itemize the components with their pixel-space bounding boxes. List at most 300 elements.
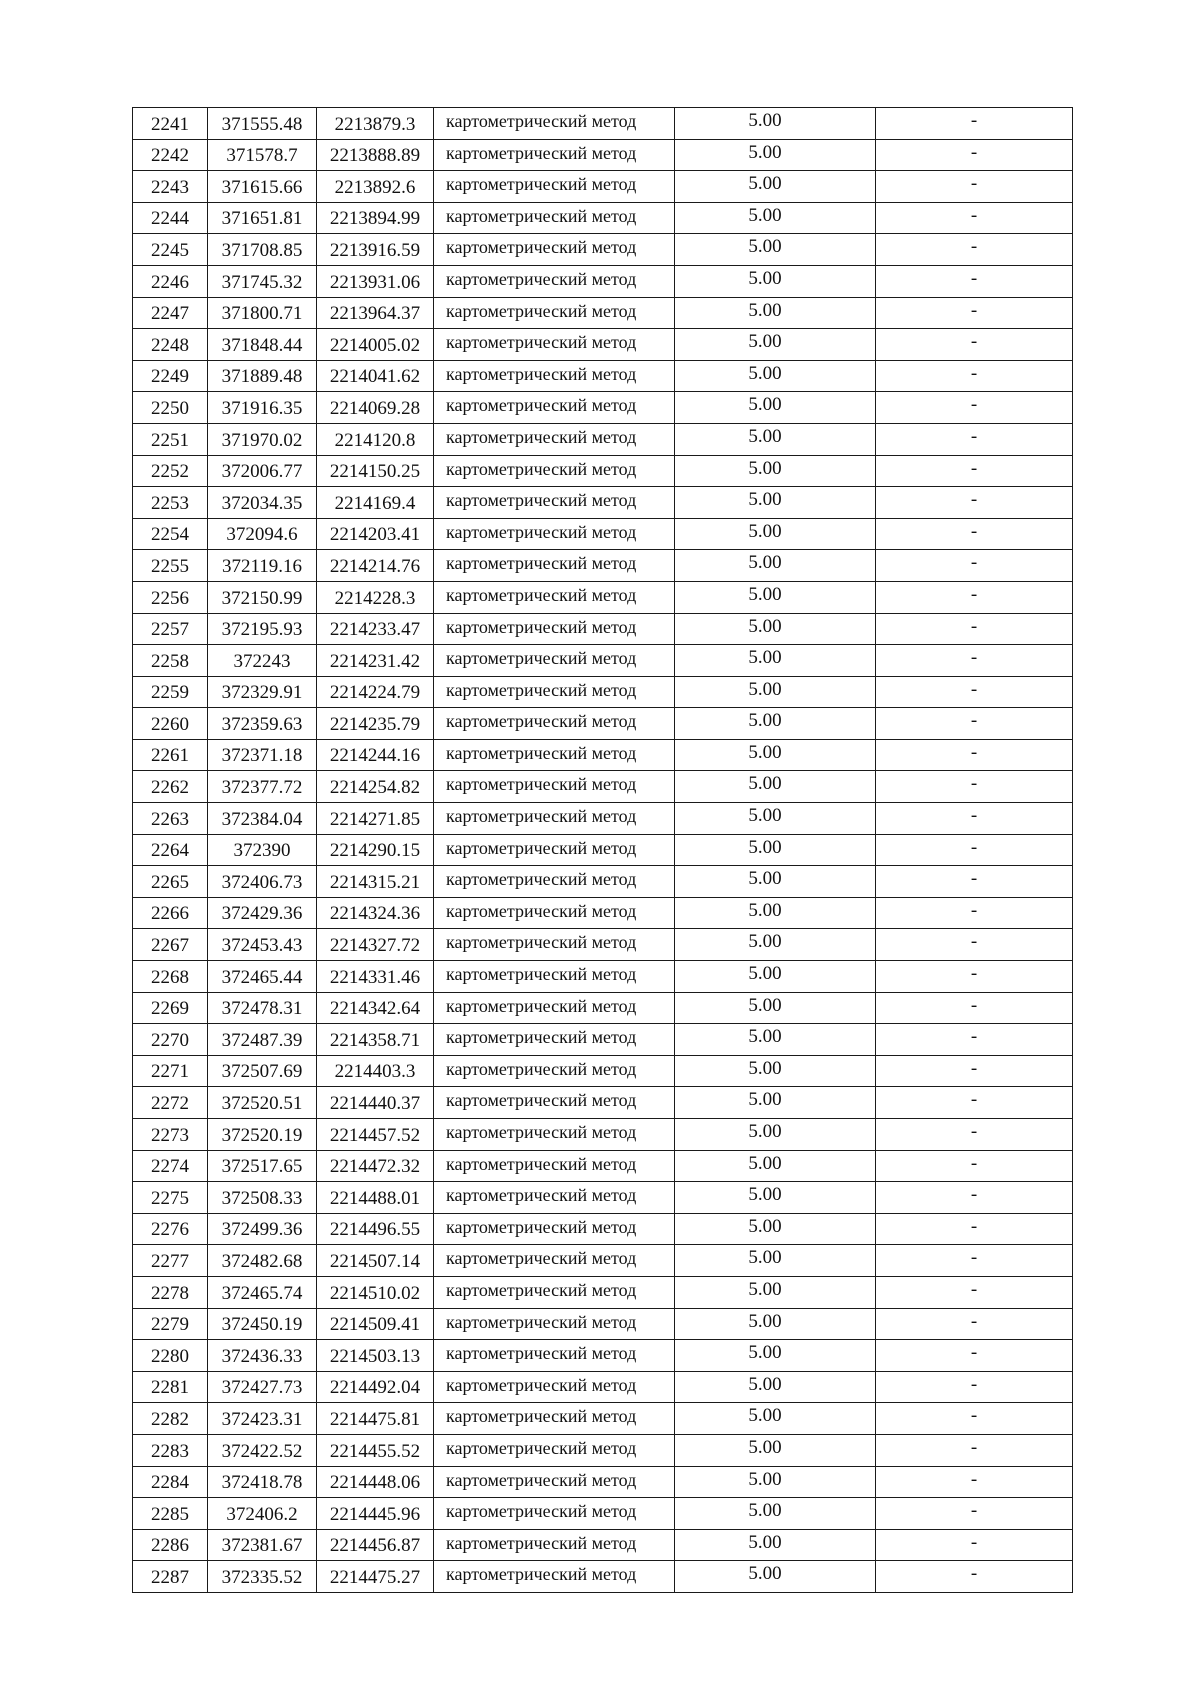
method-cell: картометрический метод	[434, 1276, 675, 1308]
x-coordinate-cell: 372429.36	[208, 897, 317, 929]
point-number-cell: 2244	[133, 202, 208, 234]
x-coordinate-cell: 371848.44	[208, 329, 317, 361]
method-cell: картометрический метод	[434, 1498, 675, 1530]
point-number-cell: 2278	[133, 1276, 208, 1308]
y-coordinate-cell: 2214496.55	[317, 1213, 434, 1245]
y-coordinate-cell: 2214169.4	[317, 487, 434, 519]
y-coordinate-cell: 2214456.87	[317, 1529, 434, 1561]
point-number-cell: 2259	[133, 676, 208, 708]
note-cell: -	[876, 234, 1073, 266]
table-row	[133, 202, 1073, 234]
y-coordinate-cell: 2213916.59	[317, 234, 434, 266]
x-coordinate-cell: 372465.74	[208, 1276, 317, 1308]
table-row	[133, 139, 1073, 171]
y-coordinate-cell: 2214507.14	[317, 1245, 434, 1277]
note-cell: -	[876, 1466, 1073, 1498]
point-number-cell: 2266	[133, 897, 208, 929]
table-row	[133, 961, 1073, 993]
table-row	[133, 1150, 1073, 1182]
accuracy-cell: 5.00	[675, 1276, 876, 1308]
y-coordinate-cell: 2214342.64	[317, 992, 434, 1024]
y-coordinate-cell: 2214475.27	[317, 1561, 434, 1593]
accuracy-cell: 5.00	[675, 897, 876, 929]
point-number-cell: 2271	[133, 1055, 208, 1087]
accuracy-cell: 5.00	[675, 1245, 876, 1277]
y-coordinate-cell: 2214327.72	[317, 929, 434, 961]
x-coordinate-cell: 372195.93	[208, 613, 317, 645]
table-row	[133, 1498, 1073, 1530]
accuracy-cell: 5.00	[675, 202, 876, 234]
method-cell: картометрический метод	[434, 992, 675, 1024]
method-cell: картометрический метод	[434, 1245, 675, 1277]
y-coordinate-cell: 2213964.37	[317, 297, 434, 329]
x-coordinate-cell: 372381.67	[208, 1529, 317, 1561]
note-cell: -	[876, 265, 1073, 297]
point-number-cell: 2283	[133, 1434, 208, 1466]
table-row	[133, 1119, 1073, 1151]
method-cell: картометрический метод	[434, 518, 675, 550]
accuracy-cell: 5.00	[675, 234, 876, 266]
accuracy-cell: 5.00	[675, 866, 876, 898]
accuracy-cell: 5.00	[675, 708, 876, 740]
point-number-cell: 2280	[133, 1340, 208, 1372]
method-cell: картометрический метод	[434, 1150, 675, 1182]
method-cell: картометрический метод	[434, 360, 675, 392]
table-row	[133, 297, 1073, 329]
point-number-cell: 2250	[133, 392, 208, 424]
y-coordinate-cell: 2214233.47	[317, 613, 434, 645]
note-cell: -	[876, 897, 1073, 929]
accuracy-cell: 5.00	[675, 487, 876, 519]
note-cell: -	[876, 866, 1073, 898]
accuracy-cell: 5.00	[675, 1182, 876, 1214]
table-row	[133, 739, 1073, 771]
y-coordinate-cell: 2214457.52	[317, 1119, 434, 1151]
accuracy-cell: 5.00	[675, 423, 876, 455]
x-coordinate-cell: 372359.63	[208, 708, 317, 740]
y-coordinate-cell: 2214203.41	[317, 518, 434, 550]
note-cell: -	[876, 803, 1073, 835]
accuracy-cell: 5.00	[675, 803, 876, 835]
note-cell: -	[876, 1276, 1073, 1308]
y-coordinate-cell: 2213892.6	[317, 171, 434, 203]
note-cell: -	[876, 739, 1073, 771]
point-number-cell: 2263	[133, 803, 208, 835]
table-row	[133, 803, 1073, 835]
method-cell: картометрический метод	[434, 1561, 675, 1593]
point-number-cell: 2265	[133, 866, 208, 898]
note-cell: -	[876, 1308, 1073, 1340]
table-row	[133, 1182, 1073, 1214]
note-cell: -	[876, 487, 1073, 519]
x-coordinate-cell: 372465.44	[208, 961, 317, 993]
x-coordinate-cell: 372436.33	[208, 1340, 317, 1372]
x-coordinate-cell: 371970.02	[208, 423, 317, 455]
x-coordinate-cell: 372482.68	[208, 1245, 317, 1277]
y-coordinate-cell: 2214472.32	[317, 1150, 434, 1182]
table-row	[133, 1213, 1073, 1245]
accuracy-cell: 5.00	[675, 676, 876, 708]
point-number-cell: 2261	[133, 739, 208, 771]
method-cell: картометрический метод	[434, 771, 675, 803]
method-cell: картометрический метод	[434, 1087, 675, 1119]
method-cell: картометрический метод	[434, 929, 675, 961]
table-row	[133, 265, 1073, 297]
method-cell: картометрический метод	[434, 708, 675, 740]
x-coordinate-cell: 371708.85	[208, 234, 317, 266]
x-coordinate-cell: 371651.81	[208, 202, 317, 234]
point-number-cell: 2268	[133, 961, 208, 993]
x-coordinate-cell: 372243	[208, 645, 317, 677]
method-cell: картометрический метод	[434, 613, 675, 645]
y-coordinate-cell: 2214503.13	[317, 1340, 434, 1372]
accuracy-cell: 5.00	[675, 297, 876, 329]
point-number-cell: 2252	[133, 455, 208, 487]
x-coordinate-cell: 372450.19	[208, 1308, 317, 1340]
table-row	[133, 1466, 1073, 1498]
table-row	[133, 1340, 1073, 1372]
x-coordinate-cell: 372006.77	[208, 455, 317, 487]
table-row	[133, 550, 1073, 582]
x-coordinate-cell: 372371.18	[208, 739, 317, 771]
y-coordinate-cell: 2214041.62	[317, 360, 434, 392]
point-number-cell: 2253	[133, 487, 208, 519]
method-cell: картометрический метод	[434, 265, 675, 297]
point-number-cell: 2284	[133, 1466, 208, 1498]
table-row	[133, 1371, 1073, 1403]
note-cell: -	[876, 1340, 1073, 1372]
note-cell: -	[876, 297, 1073, 329]
note-cell: -	[876, 202, 1073, 234]
accuracy-cell: 5.00	[675, 1308, 876, 1340]
accuracy-cell: 5.00	[675, 1403, 876, 1435]
method-cell: картометрический метод	[434, 487, 675, 519]
method-cell: картометрический метод	[434, 423, 675, 455]
method-cell: картометрический метод	[434, 1434, 675, 1466]
note-cell: -	[876, 992, 1073, 1024]
accuracy-cell: 5.00	[675, 581, 876, 613]
table-row	[133, 329, 1073, 361]
table-row	[133, 1308, 1073, 1340]
point-number-cell: 2272	[133, 1087, 208, 1119]
note-cell: -	[876, 1403, 1073, 1435]
accuracy-cell: 5.00	[675, 1024, 876, 1056]
y-coordinate-cell: 2214254.82	[317, 771, 434, 803]
note-cell: -	[876, 708, 1073, 740]
x-coordinate-cell: 372422.52	[208, 1434, 317, 1466]
point-number-cell: 2258	[133, 645, 208, 677]
x-coordinate-cell: 372520.19	[208, 1119, 317, 1151]
point-number-cell: 2262	[133, 771, 208, 803]
accuracy-cell: 5.00	[675, 1150, 876, 1182]
y-coordinate-cell: 2214488.01	[317, 1182, 434, 1214]
y-coordinate-cell: 2214440.37	[317, 1087, 434, 1119]
point-number-cell: 2257	[133, 613, 208, 645]
accuracy-cell: 5.00	[675, 645, 876, 677]
point-number-cell: 2279	[133, 1308, 208, 1340]
point-number-cell: 2277	[133, 1245, 208, 1277]
x-coordinate-cell: 372517.65	[208, 1150, 317, 1182]
table-row	[133, 1276, 1073, 1308]
accuracy-cell: 5.00	[675, 265, 876, 297]
x-coordinate-cell: 372478.31	[208, 992, 317, 1024]
y-coordinate-cell: 2213894.99	[317, 202, 434, 234]
table-row	[133, 1087, 1073, 1119]
point-number-cell: 2281	[133, 1371, 208, 1403]
method-cell: картометрический метод	[434, 202, 675, 234]
accuracy-cell: 5.00	[675, 550, 876, 582]
y-coordinate-cell: 2214228.3	[317, 581, 434, 613]
y-coordinate-cell: 2214445.96	[317, 1498, 434, 1530]
x-coordinate-cell: 372034.35	[208, 487, 317, 519]
note-cell: -	[876, 550, 1073, 582]
accuracy-cell: 5.00	[675, 1119, 876, 1151]
note-cell: -	[876, 1055, 1073, 1087]
x-coordinate-cell: 371800.71	[208, 297, 317, 329]
table-row	[133, 676, 1073, 708]
y-coordinate-cell: 2214214.76	[317, 550, 434, 582]
method-cell: картометрический метод	[434, 961, 675, 993]
table-row	[133, 360, 1073, 392]
x-coordinate-cell: 372453.43	[208, 929, 317, 961]
method-cell: картометрический метод	[434, 550, 675, 582]
y-coordinate-cell: 2214315.21	[317, 866, 434, 898]
point-number-cell: 2242	[133, 139, 208, 171]
table-row	[133, 1403, 1073, 1435]
table-row	[133, 929, 1073, 961]
method-cell: картометрический метод	[434, 676, 675, 708]
point-number-cell: 2254	[133, 518, 208, 550]
table-row	[133, 423, 1073, 455]
method-cell: картометрический метод	[434, 897, 675, 929]
table-row	[133, 613, 1073, 645]
note-cell: -	[876, 1119, 1073, 1151]
point-number-cell: 2251	[133, 423, 208, 455]
method-cell: картометрический метод	[434, 392, 675, 424]
x-coordinate-cell: 371916.35	[208, 392, 317, 424]
accuracy-cell: 5.00	[675, 1529, 876, 1561]
note-cell: -	[876, 392, 1073, 424]
coordinates-table	[132, 107, 1073, 1593]
accuracy-cell: 5.00	[675, 392, 876, 424]
y-coordinate-cell: 2213879.3	[317, 108, 434, 140]
accuracy-cell: 5.00	[675, 992, 876, 1024]
point-number-cell: 2260	[133, 708, 208, 740]
method-cell: картометрический метод	[434, 1529, 675, 1561]
note-cell: -	[876, 360, 1073, 392]
method-cell: картометрический метод	[434, 329, 675, 361]
note-cell: -	[876, 834, 1073, 866]
note-cell: -	[876, 1024, 1073, 1056]
x-coordinate-cell: 371745.32	[208, 265, 317, 297]
method-cell: картометрический метод	[434, 866, 675, 898]
x-coordinate-cell: 372508.33	[208, 1182, 317, 1214]
table-row	[133, 834, 1073, 866]
x-coordinate-cell: 372427.73	[208, 1371, 317, 1403]
y-coordinate-cell: 2214120.8	[317, 423, 434, 455]
table-row	[133, 171, 1073, 203]
y-coordinate-cell: 2213888.89	[317, 139, 434, 171]
y-coordinate-cell: 2214475.81	[317, 1403, 434, 1435]
x-coordinate-cell: 372499.36	[208, 1213, 317, 1245]
method-cell: картометрический метод	[434, 1213, 675, 1245]
coordinates-table-body	[133, 108, 1073, 1593]
method-cell: картометрический метод	[434, 645, 675, 677]
method-cell: картометрический метод	[434, 234, 675, 266]
y-coordinate-cell: 2214448.06	[317, 1466, 434, 1498]
note-cell: -	[876, 1245, 1073, 1277]
note-cell: -	[876, 961, 1073, 993]
table-row	[133, 866, 1073, 898]
accuracy-cell: 5.00	[675, 961, 876, 993]
y-coordinate-cell: 2214231.42	[317, 645, 434, 677]
point-number-cell: 2275	[133, 1182, 208, 1214]
x-coordinate-cell: 372094.6	[208, 518, 317, 550]
x-coordinate-cell: 372406.73	[208, 866, 317, 898]
accuracy-cell: 5.00	[675, 360, 876, 392]
x-coordinate-cell: 372418.78	[208, 1466, 317, 1498]
table-row	[133, 1434, 1073, 1466]
method-cell: картометрический метод	[434, 1182, 675, 1214]
accuracy-cell: 5.00	[675, 1434, 876, 1466]
accuracy-cell: 5.00	[675, 1055, 876, 1087]
method-cell: картометрический метод	[434, 1119, 675, 1151]
y-coordinate-cell: 2214224.79	[317, 676, 434, 708]
method-cell: картометрический метод	[434, 1055, 675, 1087]
point-number-cell: 2276	[133, 1213, 208, 1245]
note-cell: -	[876, 1182, 1073, 1214]
note-cell: -	[876, 645, 1073, 677]
y-coordinate-cell: 2214150.25	[317, 455, 434, 487]
x-coordinate-cell: 372329.91	[208, 676, 317, 708]
accuracy-cell: 5.00	[675, 929, 876, 961]
point-number-cell: 2269	[133, 992, 208, 1024]
note-cell: -	[876, 329, 1073, 361]
method-cell: картометрический метод	[434, 1024, 675, 1056]
x-coordinate-cell: 372423.31	[208, 1403, 317, 1435]
accuracy-cell: 5.00	[675, 1466, 876, 1498]
accuracy-cell: 5.00	[675, 108, 876, 140]
method-cell: картометрический метод	[434, 1466, 675, 1498]
point-number-cell: 2247	[133, 297, 208, 329]
y-coordinate-cell: 2214455.52	[317, 1434, 434, 1466]
point-number-cell: 2270	[133, 1024, 208, 1056]
x-coordinate-cell: 371555.48	[208, 108, 317, 140]
method-cell: картометрический метод	[434, 455, 675, 487]
x-coordinate-cell: 372520.51	[208, 1087, 317, 1119]
y-coordinate-cell: 2214358.71	[317, 1024, 434, 1056]
x-coordinate-cell: 372335.52	[208, 1561, 317, 1593]
point-number-cell: 2256	[133, 581, 208, 613]
y-coordinate-cell: 2214324.36	[317, 897, 434, 929]
x-coordinate-cell: 372487.39	[208, 1024, 317, 1056]
table-row	[133, 1561, 1073, 1593]
accuracy-cell: 5.00	[675, 834, 876, 866]
accuracy-cell: 5.00	[675, 455, 876, 487]
point-number-cell: 2286	[133, 1529, 208, 1561]
note-cell: -	[876, 518, 1073, 550]
x-coordinate-cell: 372150.99	[208, 581, 317, 613]
note-cell: -	[876, 139, 1073, 171]
point-number-cell: 2274	[133, 1150, 208, 1182]
table-row	[133, 1245, 1073, 1277]
table-row	[133, 992, 1073, 1024]
method-cell: картометрический метод	[434, 1371, 675, 1403]
accuracy-cell: 5.00	[675, 1340, 876, 1372]
method-cell: картометрический метод	[434, 1340, 675, 1372]
y-coordinate-cell: 2214510.02	[317, 1276, 434, 1308]
table-row	[133, 708, 1073, 740]
method-cell: картометрический метод	[434, 739, 675, 771]
x-coordinate-cell: 372507.69	[208, 1055, 317, 1087]
point-number-cell: 2287	[133, 1561, 208, 1593]
note-cell: -	[876, 1498, 1073, 1530]
table-row	[133, 108, 1073, 140]
point-number-cell: 2267	[133, 929, 208, 961]
point-number-cell: 2243	[133, 171, 208, 203]
x-coordinate-cell: 372119.16	[208, 550, 317, 582]
accuracy-cell: 5.00	[675, 739, 876, 771]
y-coordinate-cell: 2213931.06	[317, 265, 434, 297]
accuracy-cell: 5.00	[675, 1561, 876, 1593]
point-number-cell: 2246	[133, 265, 208, 297]
note-cell: -	[876, 1087, 1073, 1119]
point-number-cell: 2241	[133, 108, 208, 140]
table-row	[133, 392, 1073, 424]
method-cell: картометрический метод	[434, 171, 675, 203]
point-number-cell: 2255	[133, 550, 208, 582]
y-coordinate-cell: 2214509.41	[317, 1308, 434, 1340]
accuracy-cell: 5.00	[675, 171, 876, 203]
y-coordinate-cell: 2214235.79	[317, 708, 434, 740]
note-cell: -	[876, 171, 1073, 203]
table-row	[133, 581, 1073, 613]
x-coordinate-cell: 372384.04	[208, 803, 317, 835]
method-cell: картометрический метод	[434, 581, 675, 613]
accuracy-cell: 5.00	[675, 1213, 876, 1245]
note-cell: -	[876, 1561, 1073, 1593]
x-coordinate-cell: 372406.2	[208, 1498, 317, 1530]
x-coordinate-cell: 372377.72	[208, 771, 317, 803]
note-cell: -	[876, 108, 1073, 140]
point-number-cell: 2245	[133, 234, 208, 266]
y-coordinate-cell: 2214005.02	[317, 329, 434, 361]
note-cell: -	[876, 1434, 1073, 1466]
note-cell: -	[876, 929, 1073, 961]
y-coordinate-cell: 2214069.28	[317, 392, 434, 424]
table-row	[133, 234, 1073, 266]
point-number-cell: 2285	[133, 1498, 208, 1530]
point-number-cell: 2282	[133, 1403, 208, 1435]
accuracy-cell: 5.00	[675, 771, 876, 803]
table-row	[133, 1055, 1073, 1087]
accuracy-cell: 5.00	[675, 139, 876, 171]
accuracy-cell: 5.00	[675, 329, 876, 361]
method-cell: картометрический метод	[434, 834, 675, 866]
note-cell: -	[876, 1529, 1073, 1561]
accuracy-cell: 5.00	[675, 613, 876, 645]
y-coordinate-cell: 2214271.85	[317, 803, 434, 835]
y-coordinate-cell: 2214403.3	[317, 1055, 434, 1087]
y-coordinate-cell: 2214492.04	[317, 1371, 434, 1403]
table-row	[133, 645, 1073, 677]
point-number-cell: 2248	[133, 329, 208, 361]
table-row	[133, 518, 1073, 550]
method-cell: картометрический метод	[434, 297, 675, 329]
method-cell: картометрический метод	[434, 139, 675, 171]
x-coordinate-cell: 371615.66	[208, 171, 317, 203]
table-row	[133, 1529, 1073, 1561]
